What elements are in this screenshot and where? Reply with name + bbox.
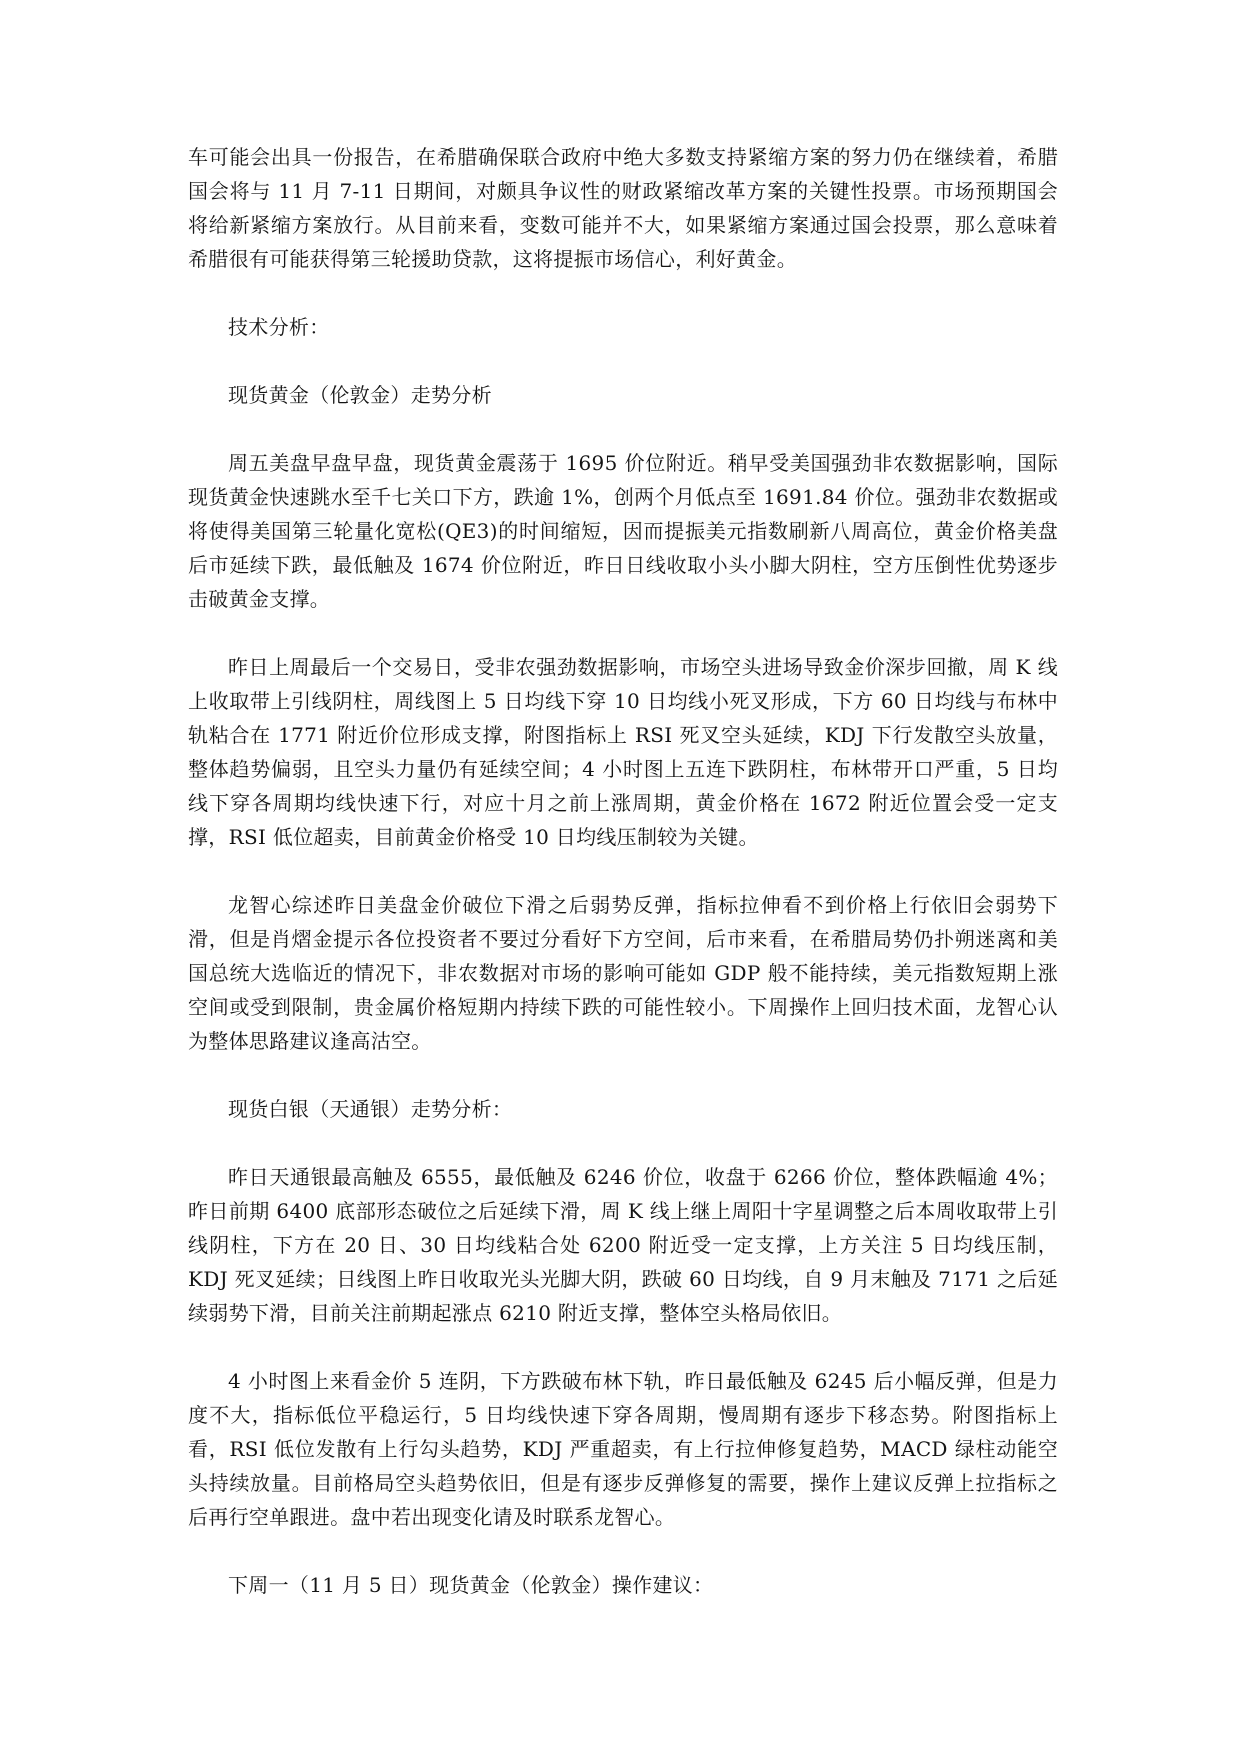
document-page <box>188 140 1058 1602</box>
heading-technical-analysis: 技术分析： <box>228 315 330 339</box>
paragraph-gold-weekly: 昨日上周最后一个交易日，受非农强劲数据影响，市场空头进场导致金价深步回撤，周 K 线上收取带上引线阴柱，周线图上 5 日均线下穿 10 日均线小死叉形成，下方 60 日均线与布林中轨粘合在 1771 附近价位形成支撑，附图指标上 RSI 死叉空头延续，KDJ 下行发散空头放量，整体趋势偏弱，且空头力量仍有延续空间；4 小时图上五连下跌阴柱，布林带开口严重，5 日均线下穿各周期均线快速下行，对应十月之前上涨周期，黄金价格在 1672 附近位置会受一定支撑，RSI 低位超卖，目前黄金价格受 10 日均线压制较为关键。 <box>188 655 1058 849</box>
heading-monday-advice: 下周一（11 月 5 日）现货黄金（伦敦金）操作建议： <box>228 1573 714 1597</box>
paragraph-gold-friday: 周五美盘早盘早盘，现货黄金震荡于 1695 价位附近。稍早受美国强劲非农数据影响，国际现货黄金快速跳水至千七关口下方，跌逾 1%，创两个月低点至 1691.84 价位。强劲非农数据或将使得美国第三轮量化宽松(QE3)的时间缩短，因而提振美元指数刷新八周高位，黄金价格美盘后市延续下跌，最低触及 1674 价位附近，昨日日线收取小头小脚大阴柱，空方压倒性优势逐步击破黄金支撑。 <box>188 451 1058 611</box>
paragraph-summary: 龙智心综述昨日美盘金价破位下滑之后弱势反弹，指标拉伸看不到价格上行依旧会弱势下滑，但是肖熠金提示各位投资者不要过分看好下方空间，后市来看，在希腊局势仍扑朔迷离和美国总统大选临近的情况下，非农数据对市场的影响可能如 GDP 般不能持续，美元指数短期上涨空间或受到限制，贵金属价格短期内持续下跌的可能性较小。下周操作上回归技术面，龙智心认为整体思路建议逢高沽空。 <box>188 893 1058 1053</box>
heading-silver-trend: 现货白银（天通银）走势分析： <box>228 1097 513 1121</box>
paragraph-silver-4h: 4 小时图上来看金价 5 连阴，下方跌破布林下轨，昨日最低触及 6245 后小幅反弹，但是力度不大，指标低位平稳运行，5 日均线快速下穿各周期，慢周期有逐步下移态势。附图指标上看，RSI 低位发散有上行勾头趋势，KDJ 严重超卖，有上行拉伸修复趋势，MACD 绿柱动能空头持续放量。目前格局空头趋势依旧，但是有逐步反弹修复的需要，操作上建议反弹上拉指标之后再行空单跟进。盘中若出现变化请及时联系龙智心。 <box>188 1369 1058 1529</box>
paragraph-greece-report: 车可能会出具一份报告，在希腊确保联合政府中绝大多数支持紧缩方案的努力仍在继续着，希腊国会将与 11 月 7-11 日期间，对颇具争议性的财政紧缩改革方案的关键性投票。市场预期国会将给新紧缩方案放行。从目前来看，变数可能并不大，如果紧缩方案通过国会投票，那么意味着希腊很有可能获得第三轮援助贷款，这将提振市场信心，利好黄金。 <box>188 145 1058 271</box>
paragraph-silver-daily: 昨日天通银最高触及 6555，最低触及 6246 价位，收盘于 6266 价位，整体跌幅逾 4%；昨日前期 6400 底部形态破位之后延续下滑，周 K 线上继上周阳十字星调整之后本周收取带上引线阴柱，下方在 20 日、30 日均线粘合处 6200 附近受一定支撑，上方关注 5 日均线压制，KDJ 死叉延续；日线图上昨日收取光头光脚大阴，跌破 60 日均线，自 9 月末触及 7171 之后延续弱势下滑，目前关注前期起涨点 6210 附近支撑，整体空头格局依旧。 <box>188 1165 1058 1325</box>
heading-gold-trend: 现货黄金（伦敦金）走势分析 <box>228 383 492 407</box>
